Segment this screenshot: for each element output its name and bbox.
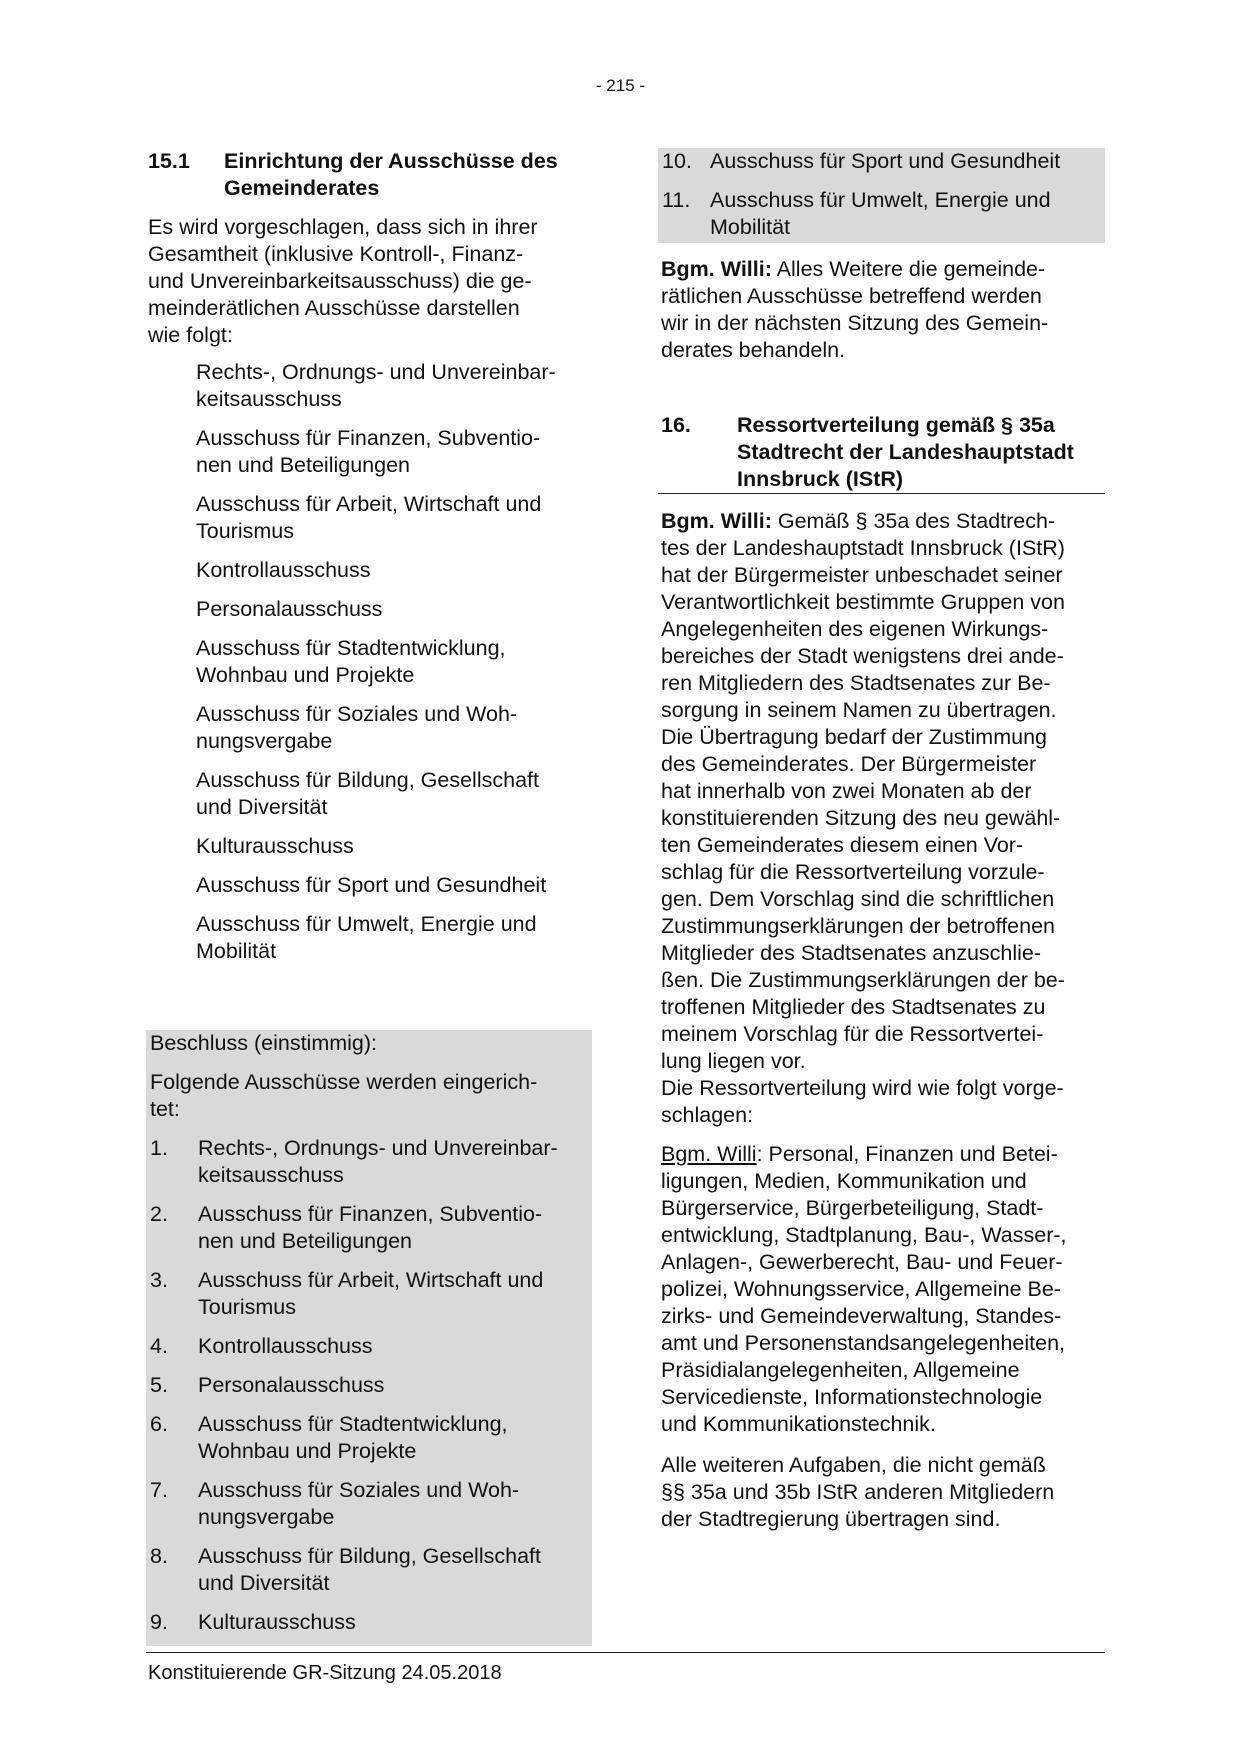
list-item: 3. Ausschuss für Arbeit, Wirtschaft und Tourismus: [150, 1268, 544, 1319]
section-title: Ressortverteilung gemäß § 35a Stadtrecht der Landeshauptstadt Innsbruck (IStR): [737, 413, 1074, 491]
list-item: Rechts-, Ordnungs- und Unvereinbar- keitsausschuss: [196, 360, 556, 411]
section-heading-15-1: [148, 148, 590, 202]
willi-statement-1: Bgm. Willi: Alles Weitere die gemeinde- rätlichen Ausschüsse betreffend werden wir in der nächsten Sitzung des Gemein- derates behandeln.: [661, 257, 1049, 362]
list-item: Kontrollausschuss: [196, 558, 371, 582]
left-column: [148, 148, 590, 977]
list-item: 11. Ausschuss für Umwelt, Energie und Mobilität: [662, 188, 1051, 239]
decision-list: [150, 1135, 588, 1636]
text-line: meinderätlichen Ausschüsse darstellen: [148, 296, 520, 320]
text-line: und Unvereinbarkeitsausschuss) die ge-: [148, 269, 532, 293]
list-item: Ausschuss für Sport und Gesundheit: [196, 873, 547, 897]
decision-box: [146, 1030, 592, 1646]
section-title: [224, 148, 558, 202]
list-item: Ausschuss für Finanzen, Subventio- nen und Beteiligungen: [196, 426, 541, 477]
remaining-tasks: Alle weiteren Aufgaben, die nicht gemäß §§ 35a und 35b IStR anderen Mitgliedern der Stadtregierung übertragen sind.: [661, 1453, 1055, 1531]
list-item: Kulturausschuss: [196, 834, 354, 858]
committee-list: [196, 359, 590, 965]
decision-title: Beschluss (einstimmig):: [150, 1031, 377, 1055]
heading-rule: [658, 493, 1105, 494]
footer-text: Konstituierende GR-Sitzung 24.05.2018: [148, 1662, 502, 1684]
speaker-label: Bgm. Willi:: [661, 509, 772, 533]
list-item: 9. Kulturausschuss: [150, 1610, 356, 1634]
list-item: Ausschuss für Soziales und Woh- nungsvergabe: [196, 702, 518, 753]
text-line: Es wird vorgeschlagen, dass sich in ihrer: [148, 215, 538, 239]
section-number: 16.: [661, 413, 691, 437]
list-item: 6. Ausschuss für Stadtentwicklung, Wohnbau und Projekte: [150, 1412, 508, 1463]
list-item: 10. Ausschuss für Sport und Gesundheit: [662, 149, 1061, 173]
list-item: Ausschuss für Umwelt, Energie und Mobilität: [196, 912, 537, 963]
ressort-willi: Bgm. Willi: Personal, Finanzen und Betei- ligungen, Medien, Kommunikation und Bürgerservice, Bürgerbeteiligung, Stadt- entwicklung, Stadtplanung, Bau-, Wasser-, Anlagen-, Gewerberecht, Bau- und Feuer- polizei, Wohnungsservice, Allgemeine Be- zirks- und Gemeindeverwaltung, Standes- amt und Personenstandsangelegenheiten, Präsidialangelegenheiten, Allgemeine Servicedienste, Informationstechnologie und Kommunikationstechnik.: [661, 1142, 1067, 1436]
willi-statement-2: Bgm. Willi: Gemäß § 35a des Stadtrech- tes der Landeshauptstadt Innsbruck (IStR) hat der Bürgermeister unbeschadet seiner Verantwortlichkeit bestimmte Gruppen von Angelegenheiten des eigenen Wirkungs- bereiches der Stadt wenigstens drei ande- ren Mitgliedern des Stadtsenates zur Be- sorgung in seinem Namen zu übertragen. Die Übertragung bedarf der Zustimmung des Gemeinderates. Der Bürgermeister hat innerhalb von zwei Monaten ab der konstituierenden Sitzung des neu gewähl- ten Gemeinderates diesem einen Vor- schlag für die Ressortverteilung vorzule- gen. Dem Vorschlag sind die schriftlichen Zustimmungserklärungen der betroffenen Mitglieder des Stadtsenates anzuschlie- ßen. Die Zustimmungserklärungen der be- troffenen Mitglieder des Stadtsenates zu meinem Vorschlag für die Ressortvertei- lung liegen vor.: [661, 509, 1065, 1073]
list-item: 2. Ausschuss für Finanzen, Subventio- nen und Beteiligungen: [150, 1202, 543, 1253]
decision-lead: Folgende Ausschüsse werden eingerich- tet:: [150, 1070, 538, 1121]
section-heading-16: [661, 412, 1101, 493]
list-item: Personalausschuss: [196, 597, 383, 621]
section-title-line: Gemeinderates: [224, 176, 380, 200]
section-number: 15.1: [148, 149, 190, 173]
speaker-label: Bgm. Willi: [661, 1142, 757, 1166]
list-item: Ausschuss für Bildung, Gesellschaft und Diversität: [196, 768, 539, 819]
list-item: 1. Rechts-, Ordnungs- und Unvereinbar- keitsausschuss: [150, 1136, 558, 1187]
speaker-label: Bgm. Willi:: [661, 257, 772, 281]
intro-paragraph: [148, 214, 590, 349]
list-item: 4. Kontrollausschuss: [150, 1334, 373, 1358]
list-item: 8. Ausschuss für Bildung, Gesellschaft und Diversität: [150, 1544, 541, 1595]
decision-box-continued: [658, 148, 1105, 243]
page-number: - 215 -: [595, 76, 646, 95]
list-item: 7. Ausschuss für Soziales und Woh- nungsvergabe: [150, 1478, 520, 1529]
text-line: Gesamtheit (inklusive Kontroll-, Finanz-: [148, 242, 524, 266]
proposal-intro: Die Ressortverteilung wird wie folgt vorge- schlagen:: [661, 1076, 1064, 1127]
text-line: wie folgt:: [148, 323, 233, 347]
section-title-line: Einrichtung der Ausschüsse des: [224, 149, 558, 173]
list-item: Ausschuss für Arbeit, Wirtschaft und Tourismus: [196, 492, 542, 543]
footer-rule: [146, 1652, 1105, 1653]
list-item: 5. Personalausschuss: [150, 1373, 385, 1397]
list-item: Ausschuss für Stadtentwicklung, Wohnbau und Projekte: [196, 636, 506, 687]
